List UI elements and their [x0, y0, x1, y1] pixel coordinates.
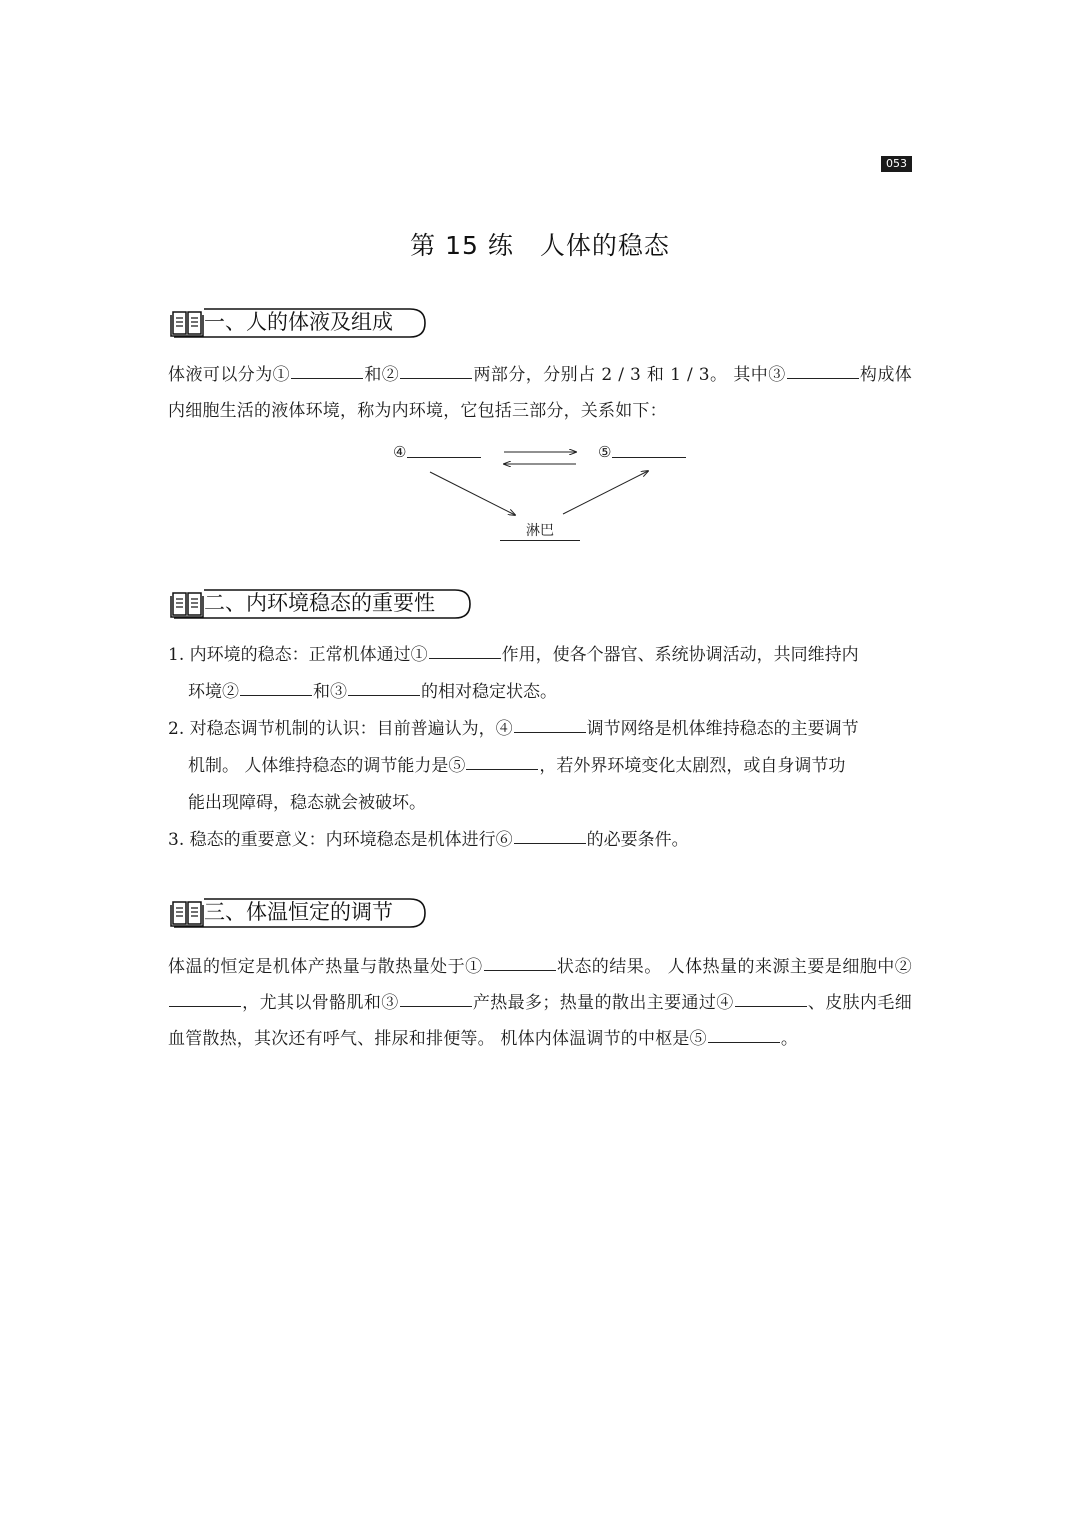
section-heading: 三、体温恒定的调节 — [204, 900, 393, 924]
section-1-paragraph: 体液可以分为① 和② 两部分，分别占 2 / 3 和 1 / 3。 其中③ 构成体内细胞生活的液体环境，称为内环境，它包括三部分，关系如下： — [168, 365, 912, 421]
list-item: 3. 稳态的重要意义：内环境稳态是机体进行⑥ 的必要条件。 — [168, 830, 689, 850]
answer-blank[interactable] — [240, 694, 312, 696]
arrow-from-lymph — [563, 471, 648, 514]
section-header-1 — [170, 308, 430, 340]
body-fluid-diagram — [380, 438, 710, 548]
lesson-number: 第 15 练 — [410, 231, 514, 260]
answer-blank[interactable] — [708, 1041, 780, 1043]
open-book-icon — [170, 589, 204, 619]
section-heading: 一、人的体液及组成 — [204, 310, 393, 334]
answer-blank[interactable] — [514, 842, 586, 844]
answer-blank[interactable] — [400, 1005, 472, 1007]
section-header-3 — [170, 898, 430, 930]
answer-blank[interactable] — [514, 731, 586, 733]
answer-blank[interactable] — [612, 456, 686, 458]
list-item: 1. 内环境的稳态：正常机体通过① 作用，使各个器官、系统协调活动，共同维持内 环境② 和③ 的相对稳定状态。 — [168, 645, 859, 702]
answer-blank[interactable] — [291, 377, 363, 379]
answer-blank[interactable] — [735, 1005, 807, 1007]
section-heading: 二、内环境稳态的重要性 — [204, 591, 435, 615]
page-number: 053 — [881, 156, 912, 172]
list-item: 2. 对稳态调节机制的认识：目前普遍认为，④ 调节网络是机体维持稳态的主要调节 机制。 人体维持稳态的调节能力是⑤ ，若外界环境变化太剧烈，或自身调节功 能出现障碍，稳态就会被破坏。 — [168, 719, 859, 813]
page-title — [0, 226, 1080, 262]
answer-blank[interactable] — [348, 694, 420, 696]
section-header-2 — [170, 589, 475, 621]
section-3-paragraph: 体温的恒定是机体产热量与散热量处于① 状态的结果。 人体热量的来源主要是细胞中②，尤其以骨骼肌和③ 产热最多；热量的散出主要通过④ 、皮肤内毛细血管散热，其次还有呼气、排尿和排便等。 机体内体温调节的中枢是⑤ 。 — [168, 957, 912, 1049]
answer-blank[interactable] — [407, 456, 481, 458]
diagram-node-left: ④ — [393, 443, 482, 461]
answer-blank[interactable] — [400, 377, 472, 379]
arrow-to-lymph — [430, 472, 515, 515]
diagram-node-lymph: 淋巴 — [500, 522, 580, 541]
answer-blank[interactable] — [787, 377, 859, 379]
answer-blank[interactable] — [466, 768, 538, 770]
answer-blank[interactable] — [484, 969, 556, 971]
diagram-node-right: ⑤ — [598, 443, 687, 461]
open-book-icon — [170, 898, 204, 928]
answer-blank[interactable] — [169, 1005, 241, 1007]
answer-blank[interactable] — [429, 657, 501, 659]
open-book-icon — [170, 308, 204, 338]
lesson-topic: 人体的稳态 — [539, 231, 670, 260]
